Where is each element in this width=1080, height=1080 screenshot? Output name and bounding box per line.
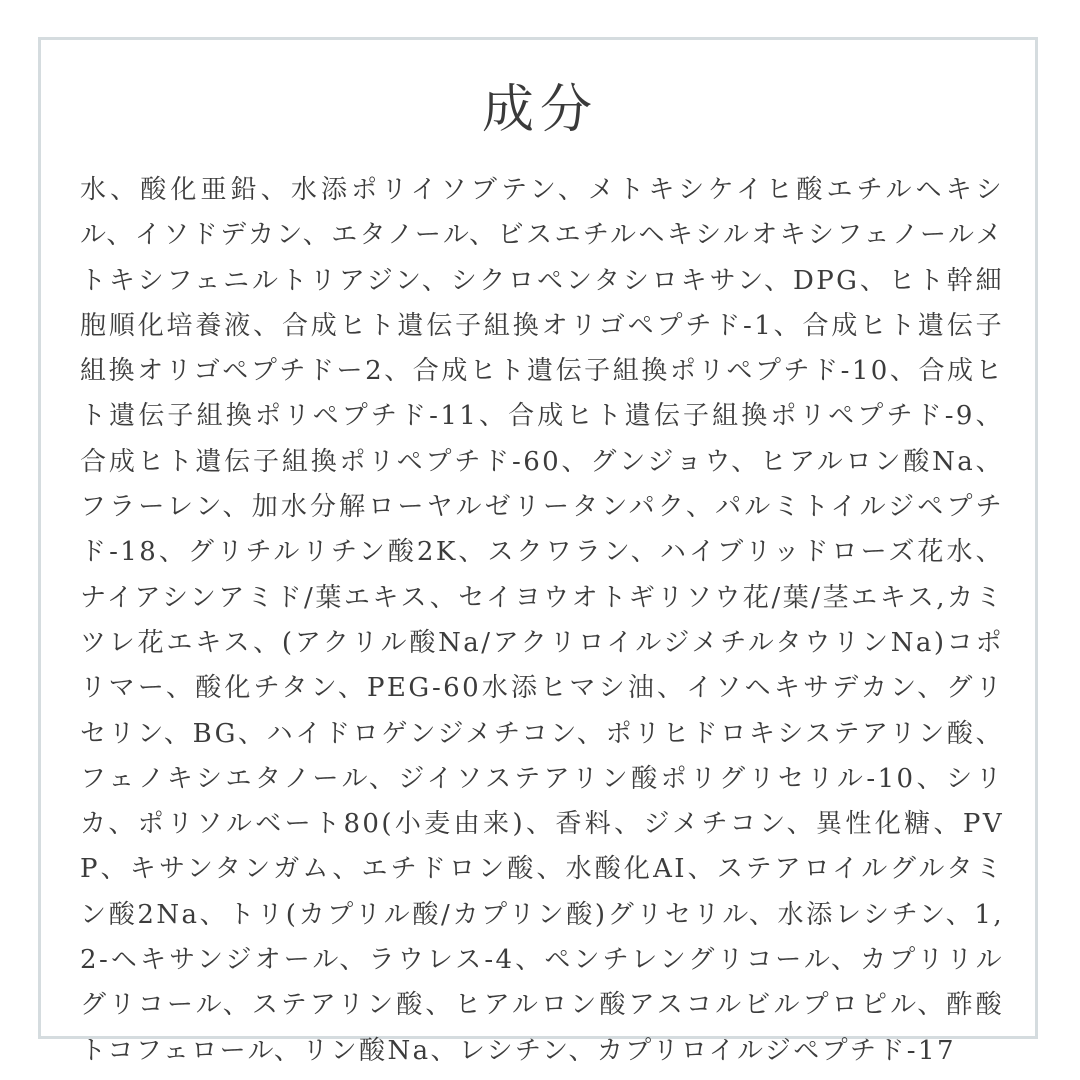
page-title: 成分 — [481, 80, 598, 140]
ingredients-list: 水、酸化亜鉛、水添ポリイソブテン、メトキシケイヒ酸エチルヘキシル、イソドデカン、エタノール、ビスエチルヘキシルオキシフェノールメトキシフェニルトリアジン、シクロペンタシロキサン、DPG、ヒト幹細胞順化培養液、合成ヒト遺伝子組換オリゴペプチド-1、合成ヒト遺伝子組換オリゴペプチドー2、合成ヒト遺伝子組換ポリペプチド-10、合成ヒト遺伝子組換ポリペプチド-11、合成ヒト遺伝子組換ポリペプチド-9、合成ヒト遺伝子組換ポリペプチド-60、グンジョウ、ヒアルロン酸Na、フラーレン、加水分解ローヤルゼリータンパク、パルミトイルジペプチド-18、グリチルリチン酸2K、スクワラン、ハイブリッドローズ花水、ナイアシンアミド/葉エキス、セイヨウオトギリソウ花/葉/茎エキス,カミツレ花エキス、(アクリル酸Na/アクリロイルジメチルタウリンNa)コポリマー、酸化チタン、PEG-60水添ヒマシ油、イソヘキサデカン、グリセリン、BG、ハイドロゲンジメチコン、ポリヒドロキシステアリン酸、フェノキシエタノール、ジイソステアリン酸ポリグリセリル-10、シリカ、ポリソルベート80(小麦由来)、香料、ジメチコン、異性化糖、PVP、キサンタンガム、エチドロン酸、水酸化AI、ステアロイルグルタミン酸2Na、トリ(カプリル酸/カプリン酸)グリセリル、水添レシチン、1,2-ヘキサンジオール、ラウレス-4、ペンチレングリコール、カプリリルグリコール、ステアリン酸、ヒアルロン酸アスコルビルプロピル、酢酸トコフェロール、リン酸Na、レシチン、カプリロイルジペプチド-17 — [80, 175, 1004, 1066]
